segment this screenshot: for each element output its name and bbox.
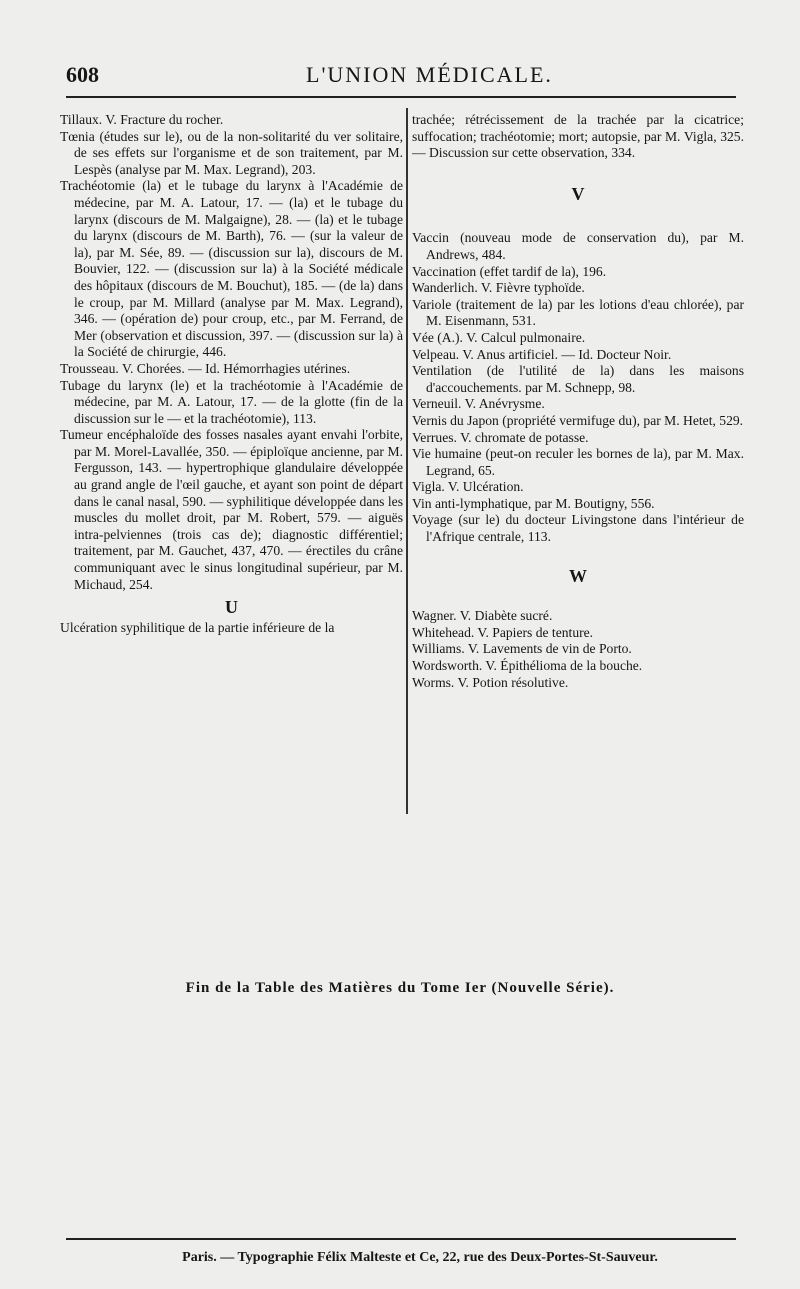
index-entry: Trachéotomie (la) et le tubage du larynx à l'Académie de médecine, par M. A. Latour, 17. — (la) et le tubage du larynx (discours de M. Malgaigne), 28. — (la) et le tubage du larynx (discours de M. Barth), 76. — (sur la valeur de la), par M. Sée, 89. — (discussion sur la), discours de M. Bouvier, 122. — (discussion sur la) à la Société médicale des hôpitaux (discours de M. Bouchut), 185. — (de la) dans le croup, par M. Millard (analyse par M. Max. Legrand), 346. — (opération de) pour croup, etc., par M. Ferrand, de Mer (observation et discussion, 397. — (discussion sur la) à la Société de chirurgie, 446. [60, 178, 403, 360]
section-letter-u: U [225, 597, 238, 618]
end-of-table-note: Fin de la Table des Matières du Tome Ier (Nouvelle Série). [185, 980, 615, 996]
page-number: 608 [66, 62, 99, 87]
index-entry: Velpeau. V. Anus artificiel. — Id. Docteur Noir. [412, 346, 672, 362]
index-entry: Vaccin (nouveau mode de conservation du), par M. Andrews, 484. [412, 230, 744, 262]
index-entry: Vie humaine (peut-on reculer les bornes de la), par M. Max. Legrand, 65. [412, 446, 744, 478]
index-entry: Vin anti-lymphatique, par M. Boutigny, 556. [412, 495, 655, 511]
section-letter-v: V [571, 183, 585, 204]
footer-rule [66, 1238, 736, 1240]
index-entry: Ventilation (de l'utilité de la) dans les maisons d'accouchements. par M. Schnepp, 98. [412, 363, 744, 395]
index-entry: Voyage (sur le) du docteur Livingstone dans l'intérieur de l'Afrique centrale, 113. [412, 512, 744, 545]
index-entry: Wanderlich. V. Fièvre typhoïde. [412, 280, 585, 296]
index-entry: Williams. V. Lavements de vin de Porto. [412, 641, 632, 657]
index-entry: Variole (traitement de la) par les lotions d'eau chlorée), par M. Eisenmann, 531. [412, 296, 744, 329]
index-entry: Vernis du Japon (propriété vermifuge du), par M. Hetet, 529. [412, 412, 744, 428]
column-divider [406, 108, 408, 814]
index-entry: Vaccination (effet tardif de la), 196. [412, 263, 607, 279]
index-entry: Vée (A.). V. Calcul pulmonaire. [412, 329, 586, 345]
index-entry: Verrues. V. chromate de potasse. [412, 429, 589, 445]
index-entry-continued: trachée; rétrécissement de la trachée par la cicatrice; suffocation; trachéotomie; mort; autopsie, par M. Vigla, 325. — Discussion sur cette observation, 334. [412, 112, 744, 161]
index-entry: Worms. V. Potion résolutive. [412, 674, 569, 690]
section-letter-w: W [569, 565, 587, 586]
running-title: L'UNION MÉDICALE. [306, 62, 553, 87]
index-entry: Tillaux. V. Fracture du rocher. [60, 112, 224, 127]
index-entry: Vigla. V. Ulcération. [412, 479, 524, 495]
index-entry: Wordsworth. V. Épithélioma de la bouche. [412, 658, 643, 674]
left-column [60, 112, 403, 636]
index-entry: Tubage du larynx (le) et la trachéotomie à l'Académie de médecine, par M. A. Latour, 17. — de la glotte (fin de la discussion sur le — et la trachéotomie), 113. [60, 377, 403, 426]
index-entry: Tumeur encéphaloïde des fosses nasales ayant envahi l'orbite, par M. Morel-Lavallée, 350. — épiploïque ancienne, par M. Fergusson, 143. — hypertrophique glandulaire développée au grand angle de l'œil gauche, et ayant son point de départ dans le canal nasal, 590. — syphilitique développée dans les muscles du mollet droit, par M. Robert, 579. — aiguës intra-pelviennes (trois cas de); diagnostic différentiel; traitement, par M. Gauchet, 437, 470. — érectiles du crâne communiquant avec le sinus longitudinal supérieur, par M. Michaud, 254. [60, 427, 403, 592]
index-entry: Tœnia (études sur le), ou de la non-solitarité du ver solitaire, de ses effets sur l'organisme et de son traitement, par M. Lespès (analyse par M. Max. Legrand), 203. [60, 128, 403, 177]
right-column [412, 112, 744, 691]
index-entry: Whitehead. V. Papiers de tenture. [412, 624, 594, 640]
header-rule [66, 96, 736, 98]
index-entry: Trousseau. V. Chorées. — Id. Hémorrhagies utérines. [60, 360, 351, 376]
printer-imprint: Paris. — Typographie Félix Malteste et Ce, 22, rue des Deux-Portes-St-Sauveur. [182, 1250, 658, 1265]
page-header [66, 58, 736, 92]
index-entry: Wagner. V. Diabète sucré. [412, 608, 553, 624]
index-entry: Ulcération syphilitique de la partie inférieure de la [60, 619, 335, 635]
index-entry: Verneuil. V. Anévrysme. [412, 396, 545, 412]
